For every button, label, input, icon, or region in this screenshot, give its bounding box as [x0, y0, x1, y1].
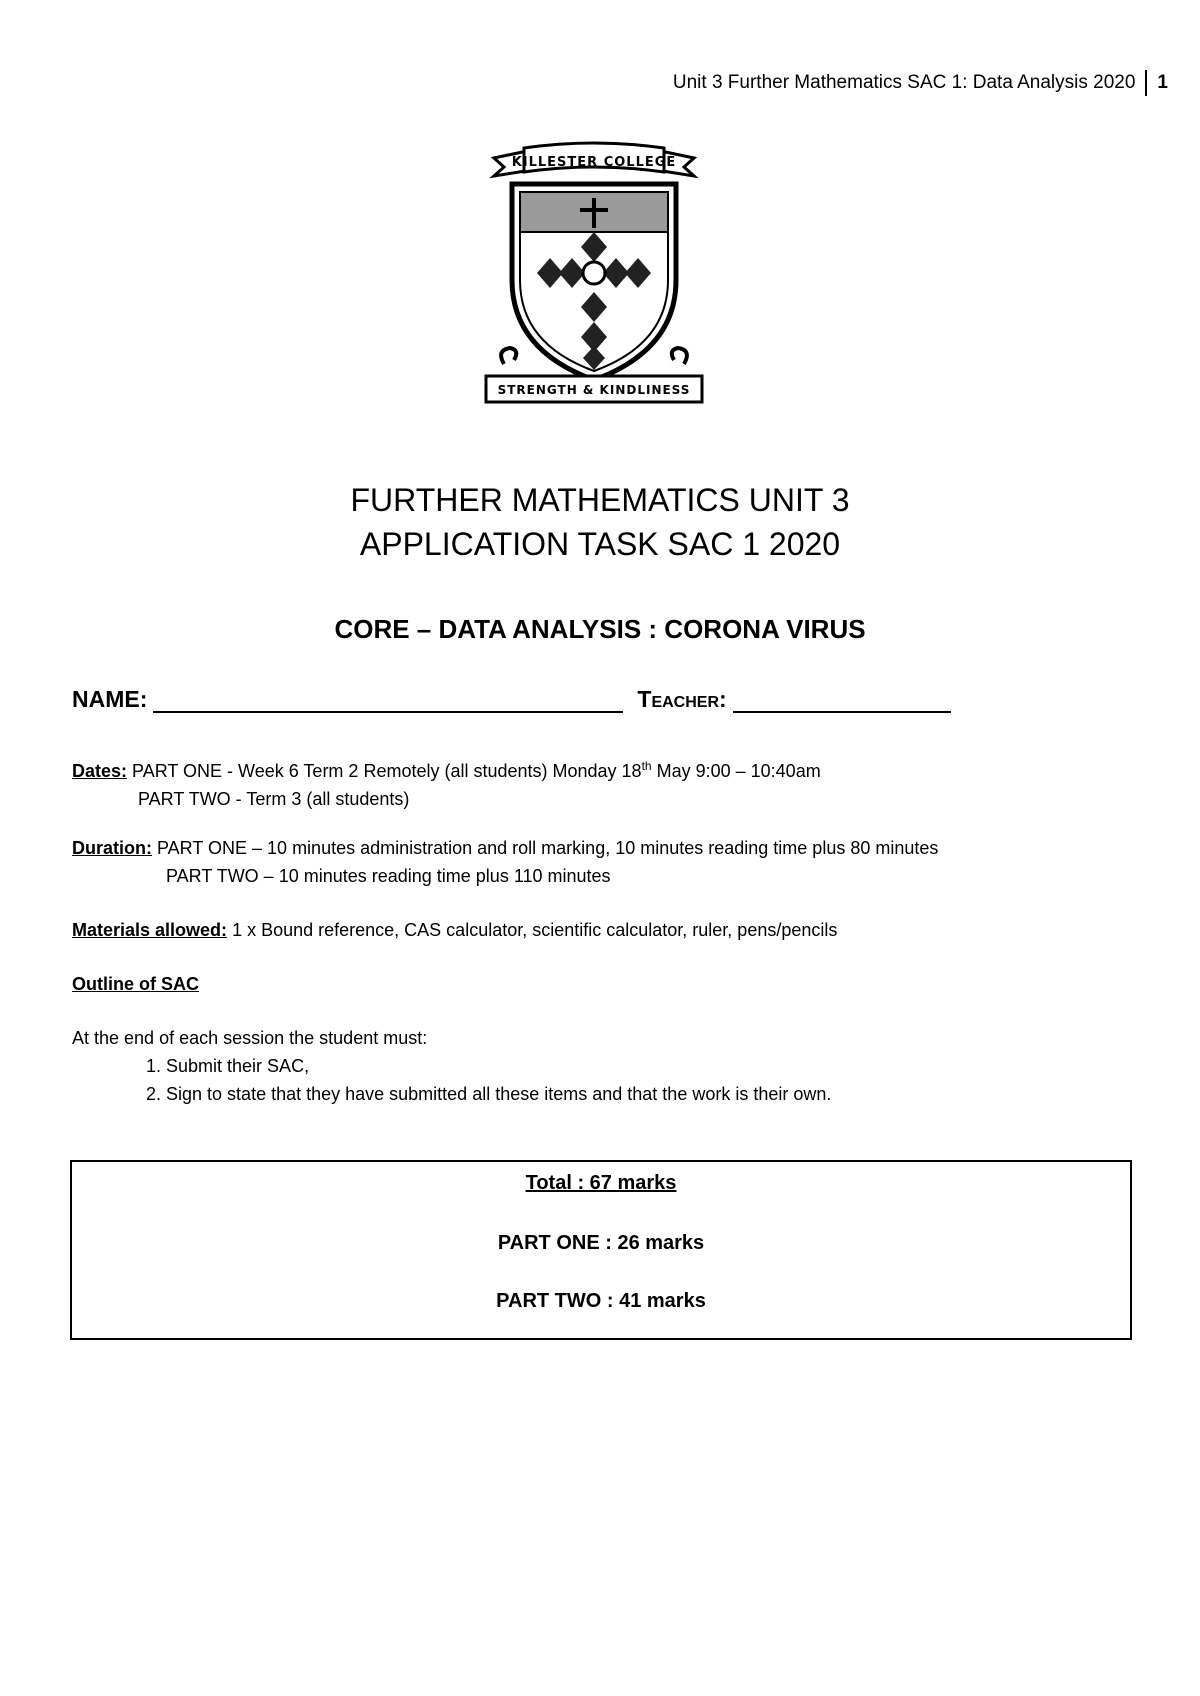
outline-item: 2. Sign to state that they have submitted all these items and that the work is their own. — [146, 1084, 832, 1104]
teacher-blank-line[interactable] — [733, 689, 951, 713]
materials-section — [72, 916, 837, 944]
dates-section — [72, 752, 821, 813]
header-separator — [1145, 70, 1147, 96]
name-teacher-row — [72, 686, 951, 713]
crest-banner-top-text: KILLESTER COLLEGE — [511, 155, 677, 170]
name-label: NAME: — [72, 686, 148, 712]
duration-part1: PART ONE – 10 minutes administration and roll marking, 10 minutes reading time plus 80 minutes — [152, 838, 939, 858]
dates-part1-after: May 9:00 – 10:40am — [651, 761, 821, 781]
dates-part2: PART TWO - Term 3 (all students) — [138, 789, 410, 809]
outline-intro: At the end of each session the student must: — [72, 1028, 428, 1048]
outline-section — [72, 970, 831, 1108]
outline-item: 1. Submit their SAC, — [146, 1056, 310, 1076]
duration-label: Duration: — [72, 838, 152, 858]
dates-label: Dates: — [72, 761, 128, 781]
college-crest-logo — [474, 140, 714, 410]
document-title-line2: APPLICATION TASK SAC 1 2020 — [359, 526, 841, 562]
crest-banner-bottom-text: STRENGTH & KINDLINESS — [497, 383, 691, 397]
dates-line-1 — [72, 752, 821, 785]
teacher-label: Teacher: — [637, 686, 727, 712]
name-blank-line[interactable] — [153, 689, 623, 713]
running-header — [673, 70, 1168, 96]
part-one-marks: PART ONE : 26 marks — [497, 1232, 705, 1254]
duration-section — [72, 834, 938, 890]
duration-part2: PART TWO – 10 minutes reading time plus 110 minutes — [166, 866, 611, 886]
outline-heading: Outline of SAC — [72, 974, 199, 994]
page-number: 1 — [1157, 72, 1168, 93]
part-two-marks: PART TWO : 41 marks — [496, 1290, 706, 1312]
total-marks: Total : 67 marks — [525, 1172, 677, 1194]
dates-part1-sup: th — [641, 759, 652, 773]
document-title-line1: FURTHER MATHEMATICS UNIT 3 — [350, 482, 850, 518]
marks-summary-box — [70, 1160, 1132, 1340]
document-subtitle: CORE – DATA ANALYSIS : CORONA VIRUS — [334, 614, 866, 644]
materials-text: 1 x Bound reference, CAS calculator, scientific calculator, ruler, pens/pencils — [227, 920, 838, 940]
duration-line-1 — [72, 834, 938, 862]
dates-part1-before: PART ONE - Week 6 Term 2 Remotely (all students) Monday 18 — [127, 761, 642, 781]
running-title: Unit 3 Further Mathematics SAC 1: Data Analysis 2020 — [672, 72, 1136, 93]
materials-label: Materials allowed: — [72, 920, 228, 940]
